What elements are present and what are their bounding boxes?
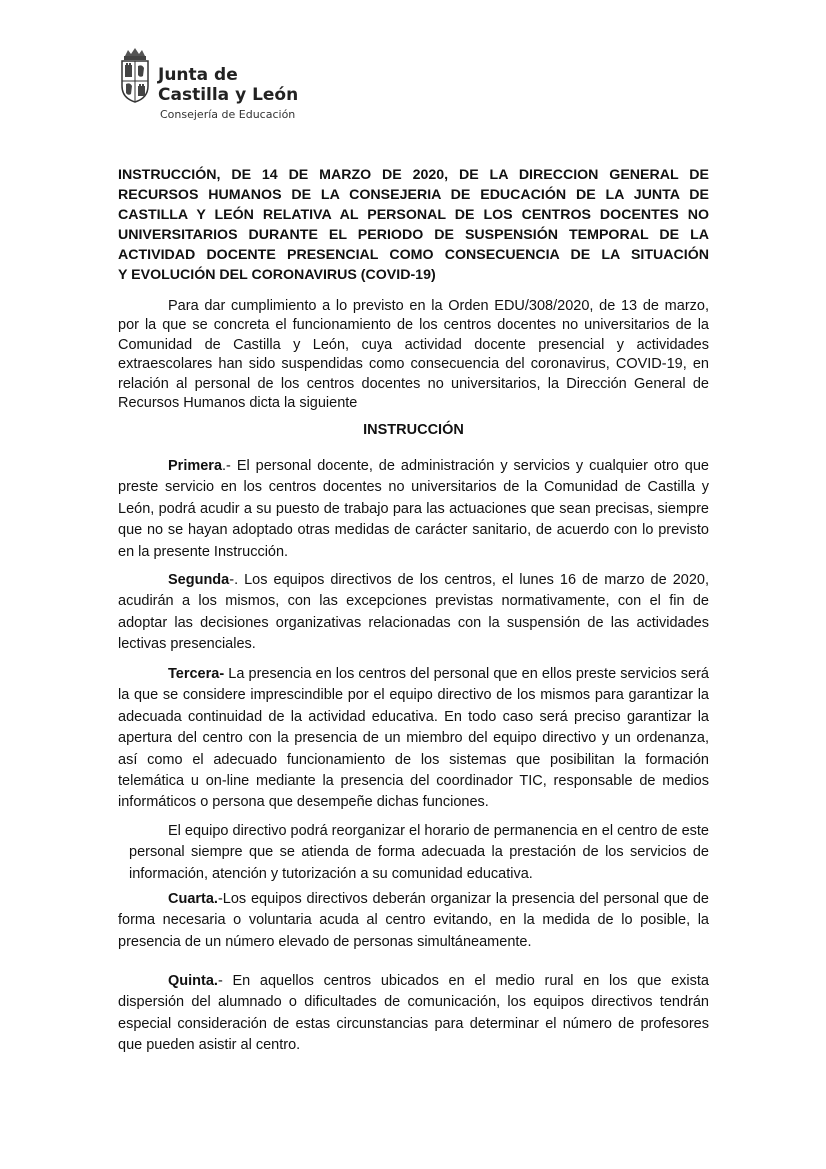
clause-text: -Los equipos directivos deberán organizar la presencia del personal que de forma necesaria o voluntaria acuda al centro evitando, en la medida de lo posible, la presencia de un número elevado de personas simultáneamente.	[118, 891, 709, 950]
clause-label: Primera	[168, 458, 223, 474]
org-name-line2: Castilla y León	[158, 85, 299, 105]
clause-cuarta	[118, 889, 709, 953]
clause-text: La presencia en los centros del personal que en ellos preste servicios será la que se considere imprescindible por el equipo directivo de los mismos para garantizar la adecuada continuidad de la actividad educativa. En todo caso será preciso garantizar la apertura del centro con la presencia de un miembro del equipo directivo y un ordenanza, así como el adecuado funcionamiento de los sistemas que posibilitan la formación telemática u on-line mediante la presencia del coordinador TIC, responsable de medios informáticos o persona que desempeñe dichas funciones.	[118, 666, 709, 811]
clause-text: .- El personal docente, de administración y servicios y cualquier otro que preste servicio en los centros docentes no universitarios de la Comunidad de Castilla y León, podrá acudir a su puesto de trabajo para las actuaciones que sean precisas, siempre que no se hayan adoptado otras medidas de carácter sanitario, de acuerdo con lo previsto en la presente Instrucción.	[118, 458, 709, 560]
clause-text: -. Los equipos directivos de los centros, el lunes 16 de marzo de 2020, acudirán a los mismos, con las excepciones previstas normativamente, con el fin de adoptar las decisiones organizativas relacionadas con la suspensión de las actividades lectivas presenciales.	[118, 572, 709, 653]
clause-label: Segunda	[168, 572, 230, 588]
clause-label: Cuarta.	[168, 891, 218, 907]
clause-label: Tercera-	[168, 666, 225, 682]
clause-label: Quinta.	[168, 973, 218, 989]
clause-primera	[118, 456, 709, 563]
document-title	[118, 165, 709, 285]
department-name: Consejería de Educación	[160, 108, 296, 121]
institution-logo	[118, 46, 318, 126]
clause-text: El equipo directivo podrá reorganizar el horario de permanencia en el centro de este personal siempre que se atienda de forma adecuada la prestación de los servicios de información, atención y tutorización a su comunidad educativa.	[129, 823, 709, 882]
clause-segunda	[118, 570, 709, 656]
intro-paragraph: Para dar cumplimiento a lo previsto en la Orden EDU/308/2020, de 13 de marzo, por la que se concreta el funcionamiento de los centros docentes no universitarios de la Comunidad de Castilla y León, cuya actividad docente presencial y actividades extraescolares han sido suspendidas como consecuencia del coronavirus, COVID-19, en relación al personal de los centros docentes no universitarios, la Dirección General de Recursos Humanos dicta la siguiente	[118, 298, 709, 412]
org-name-line1: Junta de	[158, 65, 238, 85]
document-title-last-line: Y EVOLUCIÓN DEL CORONAVIRUS (COVID-19)	[118, 267, 436, 283]
clause-tercera-continued	[129, 821, 709, 885]
clause-quinta	[118, 971, 709, 1057]
document-title-main: INSTRUCCIÓN, DE 14 DE MARZO DE 2020, DE LA DIRECCION GENERAL DE RECURSOS HUMANOS DE LA CONSEJERIA DE EDUCACIÓN DE LA JUNTA DE CASTILLA Y LEÓN RELATIVA AL PERSONAL DE LOS CENTROS DOCENTES NO UNIVERSITARIOS DURANTE EL PERIODO DE SUSPENSIÓN TEMPORAL DE LA ACTIVIDAD DOCENTE PRESENCIAL COMO CONSECUENCIA DE LA SITUACIÓN	[118, 167, 709, 263]
coat-of-arms-icon	[118, 46, 152, 106]
clause-text: - En aquellos centros ubicados en el medio rural en los que exista dispersión del alumnado o dificultades de comunicación, los equipos directivos tendrán especial consideración de estas circunstancias para determinar el número de profesores que pueden asistir al centro.	[118, 973, 709, 1054]
clause-tercera	[118, 664, 709, 814]
section-heading: INSTRUCCIÓN	[363, 422, 464, 438]
